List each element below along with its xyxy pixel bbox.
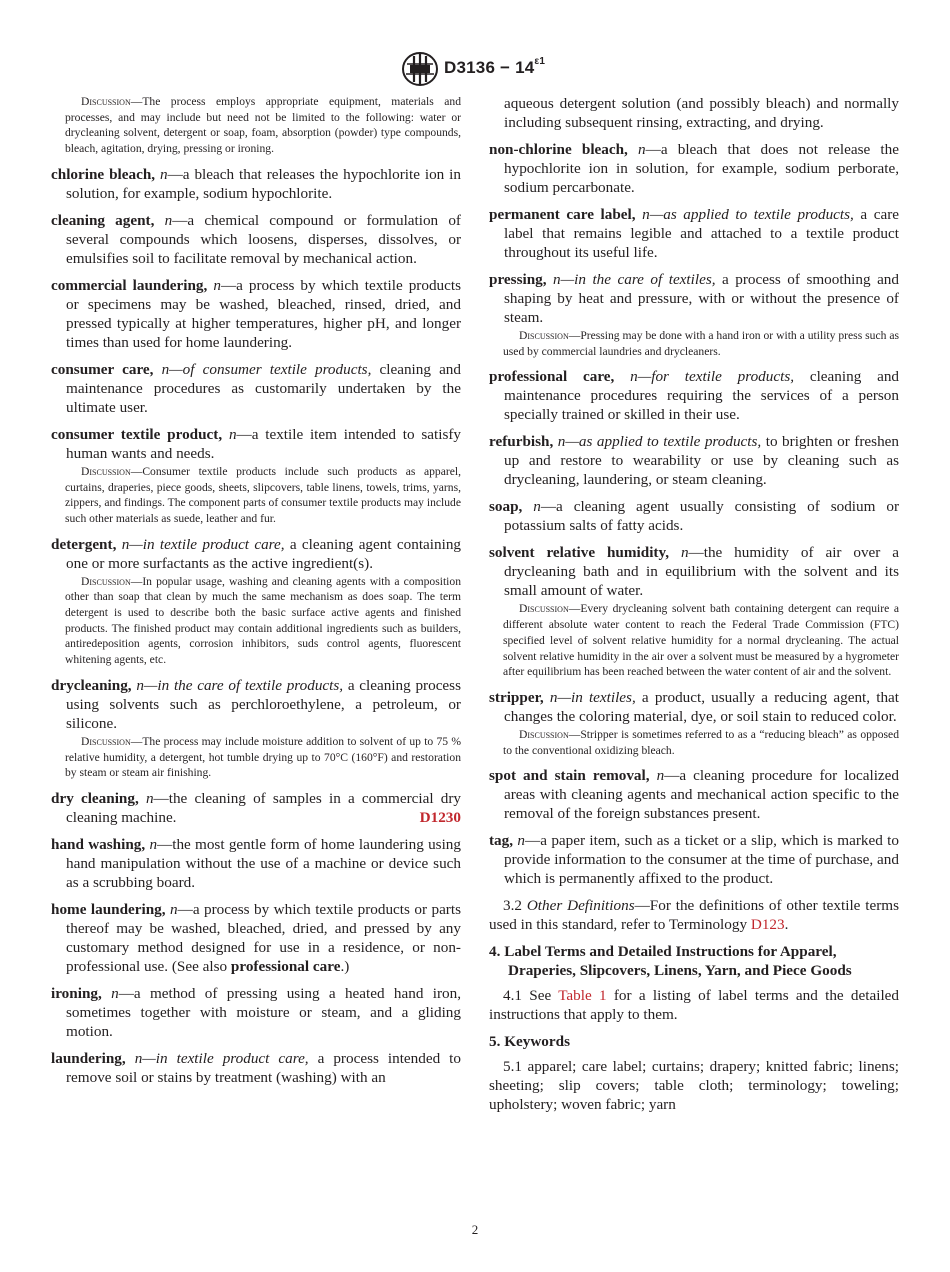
definition-dry-cleaning: dry cleaning, n—the cleaning of samples in a commercial dry cleaning machine. D1230 (51, 789, 462, 826)
discussion-note: Discussion—Every drycleaning solvent bath containing detergent can require a different absolute water content to reach the Federal Trade Commission (FTC) specified level of solvent relative humidity for a normal drycleaning. The actual solvent relative humidity in the air over a solvent must be measured by a hygrometer after equilibrium has been reached between the water content of air and the solvent. (503, 602, 899, 679)
definition-consumer-textile-product: consumer textile product, n—a textile item intended to satisfy human wants and needs. (51, 425, 462, 462)
definition-cleaning-agent: cleaning agent, n—a chemical compound or formulation of several compounds which loosens, disperses, dissolves, or emulsifies soil to facilitate removal by mechanical action. (51, 211, 461, 267)
definition-chlorine-bleach: chlorine bleach, n—a bleach that releases the hypochlorite ion in solution, for example, sodium hypochlorite. (51, 165, 462, 202)
page-number: 2 (471, 1222, 479, 1237)
discussion-note: Discussion—The process may include moisture addition to solvent of up to 75 % relative humidity, a detergent, hot tumble drying up to 70°C (160°F) and restoration by steam or steam air finishing. (65, 734, 461, 780)
section-4-heading: 4. Label Terms and Detailed Instructions for Apparel, Draperies, Slipcovers, Linens, Yarn, and Piece Goods (489, 943, 852, 980)
right-column (489, 94, 899, 1122)
definition-professional-care: professional care, n—for textile products, cleaning and maintenance procedures requiring the services of a person specially trained or skilled in their use. (489, 368, 900, 424)
definition-consumer-care: consumer care, n—of consumer textile products, cleaning and maintenance procedures as customarily undertaken by the ultimate user. (51, 360, 461, 416)
reference-link-d123[interactable]: D123 (750, 916, 785, 934)
definition-tag: tag, n—a paper item, such as a ticket or a slip, which is marked to provide information to the consumer at the time of purchase, and which is permanently affixed to the product. (489, 832, 899, 888)
astm-logo-icon (401, 52, 439, 86)
definition-non-chlorine-bleach: non-chlorine bleach, n—a bleach that does not release the hypochlorite ion in solution, for example, sodium perborate, sodium percarbonate. (489, 141, 899, 196)
reference-link-d1230[interactable]: D1230 (419, 808, 461, 826)
definition-detergent: detergent, n—in textile product care, a cleaning agent containing one or more surfactants as the active ingredient(s). (51, 535, 462, 572)
page-header (0, 52, 950, 88)
definition-refurbish: refurbish, n—as applied to textile products, to brighten or freshen up and restore to wearability or use by cleaning such as drycleaning, laundering, or steam cleaning. (489, 433, 899, 489)
discussion-note: Discussion—The process employs appropriate equipment, materials and processes, and may include but need not be limited to the following: water or drycleaning solvent, detergent or soap, foam, absorption (powder) type compounds, bleach, agitation, drying, pressing or ironing. (65, 95, 461, 156)
definition-ironing: ironing, n—a method of pressing using a heated hand iron, sometimes together with moisture or steam, and a gliding motion. (51, 984, 461, 1040)
discussion-note: Discussion—Stripper is sometimes referred to as a “reducing bleach” as opposed to the conventional oxidizing bleach. (503, 727, 899, 757)
other-definitions-paragraph: 3.2 Other Definitions—For the definitions of other textile terms used in this standard, refer to Terminology D123. (489, 897, 900, 934)
discussion-note: Discussion—Consumer textile products include such products as apparel, curtains, draperies, piece goods, sheets, slipcovers, table linens, towels, trims, yarns, zippers, and findings. The component parts of consumer textile products may include such other materials as suede, leather and fur. (65, 464, 461, 525)
definition-laundering-continued: aqueous detergent solution (and possibly bleach) and normally including subsequent rinsing, extracting, and drying. (504, 95, 899, 131)
definition-drycleaning: drycleaning, n—in the care of textile products, a cleaning process using solvents such as perchloroethylene, a petroleum, or silicone. (51, 676, 461, 732)
definition-solvent-relative-humidity: solvent relative humidity, n—the humidity of air over a drycleaning bath and in equilibrium with the solvent and its small amount of water. (489, 544, 899, 600)
definition-hand-washing: hand washing, n—the most gentle form of home laundering using hand manipulation without the use of a machine or device such as a scrubbing board. (51, 835, 461, 891)
section-4-1-paragraph: 4.1 See Table 1 for a listing of label terms and the detailed instructions that apply to them. (489, 987, 899, 1024)
discussion-note: Discussion—Pressing may be done with a hand iron or with a utility press such as used by commercial laundries and drycleaners. (503, 329, 899, 358)
definition-soap: soap, n—a cleaning agent usually consisting of sodium or potassium salts of fatty acids. (489, 498, 899, 535)
reference-link-table-1[interactable]: Table 1 (558, 987, 607, 1005)
section-5-heading: 5. Keywords (489, 1033, 570, 1051)
left-column (51, 94, 461, 1095)
definition-spot-and-stain-removal: spot and stain removal, n—a cleaning procedure for localized areas with cleaning agents and mechanical action specific to the removal of the foreign substances present. (489, 767, 900, 823)
definition-permanent-care-label: permanent care label, n—as applied to textile products, a care label that remains legible and attached to a textile product throughout its useful life. (489, 206, 899, 261)
document-designation: $D3136 - 14^{\varepsilon 1}$ (444, 56, 546, 77)
definition-home-laundering: home laundering, n—a process by which textile products or parts thereof may be washed, bleached, dried, and pressed by any customary method designed for use in a residence, or non-professional use. (See also professional care.) (51, 900, 461, 975)
definition-pressing: pressing, n—in the care of textiles, a process of smoothing and shaping by heat and pressure, with or without the presence of steam. (489, 271, 899, 326)
definition-commercial-laundering: commercial laundering, n—a process by which textile products or specimens may be washed, bleached, rinsed, dried, and pressed typically at higher temperatures, higher pH, and longer times than used for home laundering. (51, 276, 462, 351)
discussion-note: Discussion—In popular usage, washing and cleaning agents with a composition other than soap that clean by much the same mechanism as does soap. The term detergent is used to describe both the basic surface active agents and finished products. The finished product may contain additional ingredients such as builders, antiredeposition agents, corrosion inhibitors, suds control agents, fluorescent whitening agents, etc. (65, 574, 461, 667)
definition-laundering: laundering, n—in textile product care, a process intended to remove soil or stains by treatment (washing) with an (51, 1049, 461, 1086)
keywords-paragraph: 5.1 apparel; care label; curtains; drapery; knitted fabric; linens; sheeting; slip covers; table cloth; terminology; toweling; upholstery; woven fabric; yarn (489, 1058, 899, 1114)
definition-stripper: stripper, n—in textiles, a product, usually a reducing agent, that changes the coloring material, dye, or soil stain to reduced color. (489, 688, 899, 725)
